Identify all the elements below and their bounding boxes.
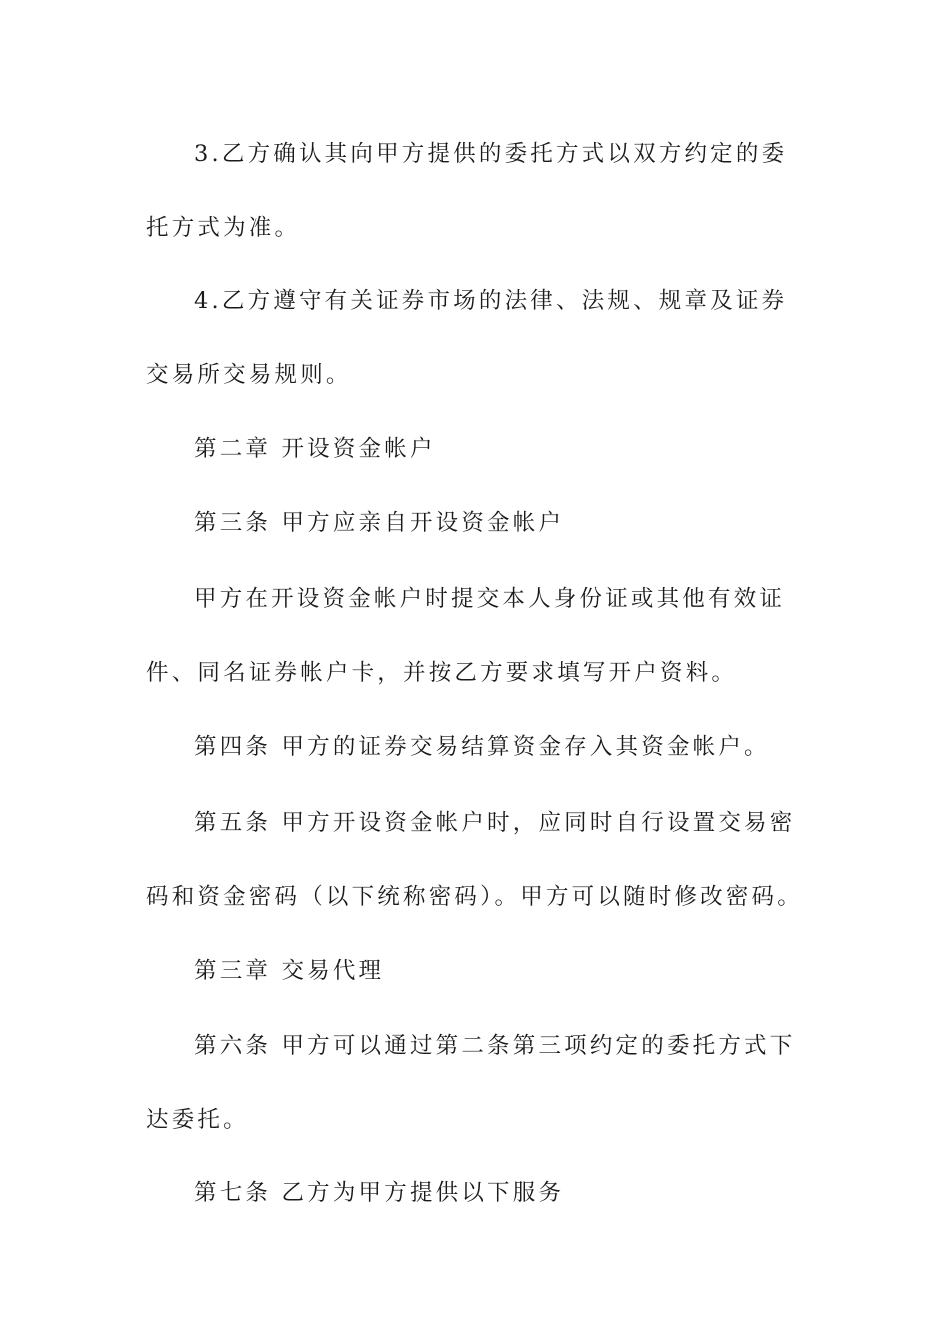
article-5-paragraph: 第五条 甲方开设资金帐户时，应同时自行设置交易密码和资金密码（以下统称密码）。甲方可以随时修改密码。 [146, 810, 803, 910]
article-4-paragraph: 第四条 甲方的证券交易结算资金存入其资金帐户。 [194, 734, 770, 760]
clause-4-paragraph: 4.乙方遵守有关证券市场的法律、法规、规章及证券交易所交易规则。 [146, 288, 788, 388]
chapter-3-heading: 第三章 交易代理 [194, 958, 385, 984]
clause-3-paragraph: 3.乙方确认其向甲方提供的委托方式以双方约定的委托方式为准。 [146, 141, 788, 241]
article-3-heading: 第三条 甲方应亲自开设资金帐户 [194, 510, 565, 536]
article-6-paragraph: 第六条 甲方可以通过第二条第三项约定的委托方式下达委托。 [146, 1033, 796, 1133]
article-7-heading: 第七条 乙方为甲方提供以下服务 [194, 1180, 565, 1206]
chapter-2-heading: 第二章 开设资金帐户 [194, 436, 436, 462]
article-3-body-paragraph: 甲方在开设资金帐户时提交本人身份证或其他有效证件、同名证券帐户卡，并按乙方要求填写开户资料。 [146, 586, 786, 686]
